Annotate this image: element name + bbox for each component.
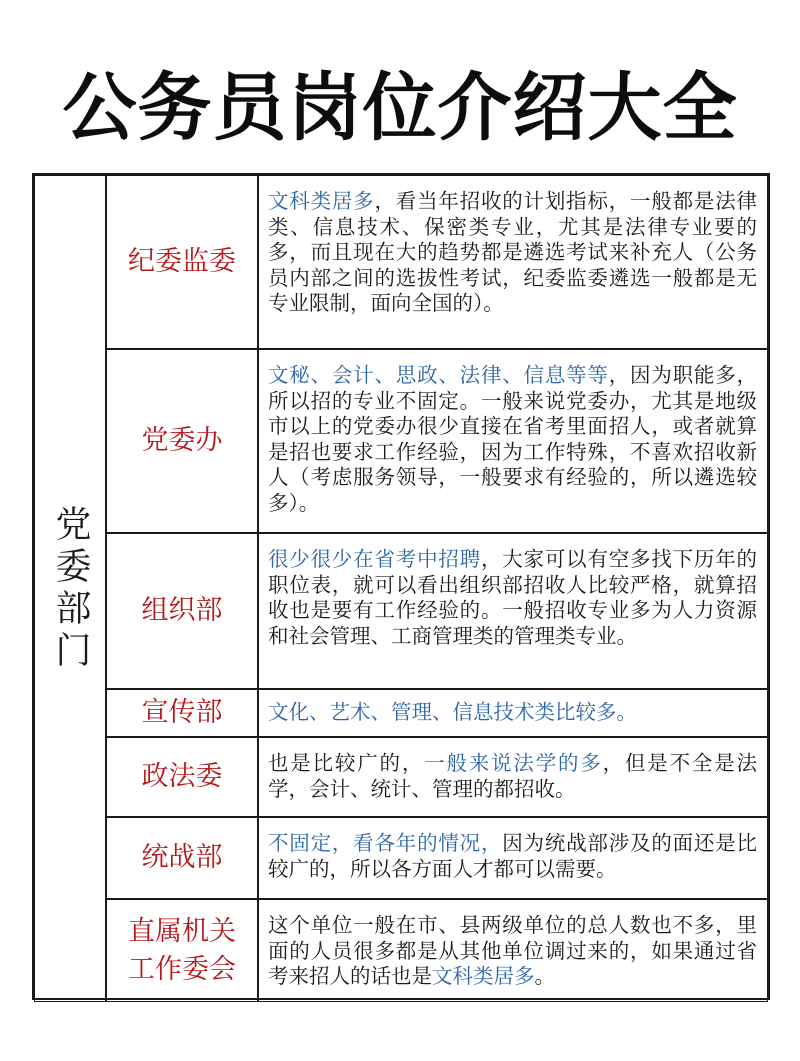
highlight-text: 一般来说法学的多 [424,751,603,775]
group-cell [34,175,106,1002]
highlight-text: 很少很少在省考中招聘 [268,547,481,571]
description-cell [258,899,768,1002]
department-cell [106,175,258,349]
department-name: 宣传部 [141,697,223,728]
department-name: 政法委 [141,761,223,792]
department-cell [106,899,258,1002]
highlight-text: 文化、艺术、管理、信息技术类比较多。 [268,700,637,725]
description-prefix: 这个单位一般在市、县两级单位的总人数也不多，里面的人员很多都是从其他单位调过来的，如果通过省考来招人的话也是 [268,913,757,988]
department-cell [106,689,258,737]
description-prefix: 也是比较广的， [268,751,425,775]
department-cell [106,349,258,533]
department-cell [106,737,258,817]
highlight-text: 不固定，看各年的情况， [268,831,503,855]
description-cell [258,817,768,899]
department-name: 统战部 [141,842,223,873]
description-text: ，因为职能多，所以招的专业不固定。一般来说党委办，尤其是地级市以上的党委办很少直接在省考里面招人，或者就算是招也要求工作经验，因为工作特殊，不喜欢招收新人（考虑服务领导，一般要求有经验的，所以遴选较多）。 [268,363,758,515]
description-cell [258,533,768,689]
highlight-text: 文科类居多 [268,189,375,213]
description-cell [258,689,768,737]
description-text: 因为统战部涉及的面还是比较广的，所以各方面人才都可以需要。 [268,831,757,881]
description-cell [258,737,768,817]
department-cell [106,817,258,899]
description-text: ，但是不全是法学，会计、统计、管理的都招收。 [268,751,758,801]
description-cell [258,349,768,533]
highlight-text: 文秘、会计、思政、法律、信息等等 [268,363,609,387]
department-cell [106,533,258,689]
highlight-text: 文科类居多 [432,964,535,988]
description-text: 。 [534,964,555,988]
department-name: 纪委监委 [128,246,236,277]
group-label: 党委部门 [50,504,91,673]
department-name: 组织部 [141,595,223,626]
description-cell [258,175,768,349]
department-name: 党委办 [141,425,223,456]
department-name: 直属机关工作委会 [128,915,236,985]
job-intro-table [32,173,770,1000]
page-title: 公务员岗位介绍大全 [62,65,738,151]
description-text: ，看当年招收的计划指标，一般都是法律类、信息技术、保密类专业，尤其是法律专业要的多，而且现在大的趋势都是遴选考试来补充人（公务员内部之间的选拔性考试，纪委监委遴选一般都是无专业限制，面向全国的）。 [268,189,758,315]
description-text: ，大家可以有空多找下历年的职位表，就可以看出组织部招收人比较严格，就算招收也是要有工作经验的。一般招收专业多为人力资源和社会管理、工商管理类的管理类专业。 [268,547,758,648]
